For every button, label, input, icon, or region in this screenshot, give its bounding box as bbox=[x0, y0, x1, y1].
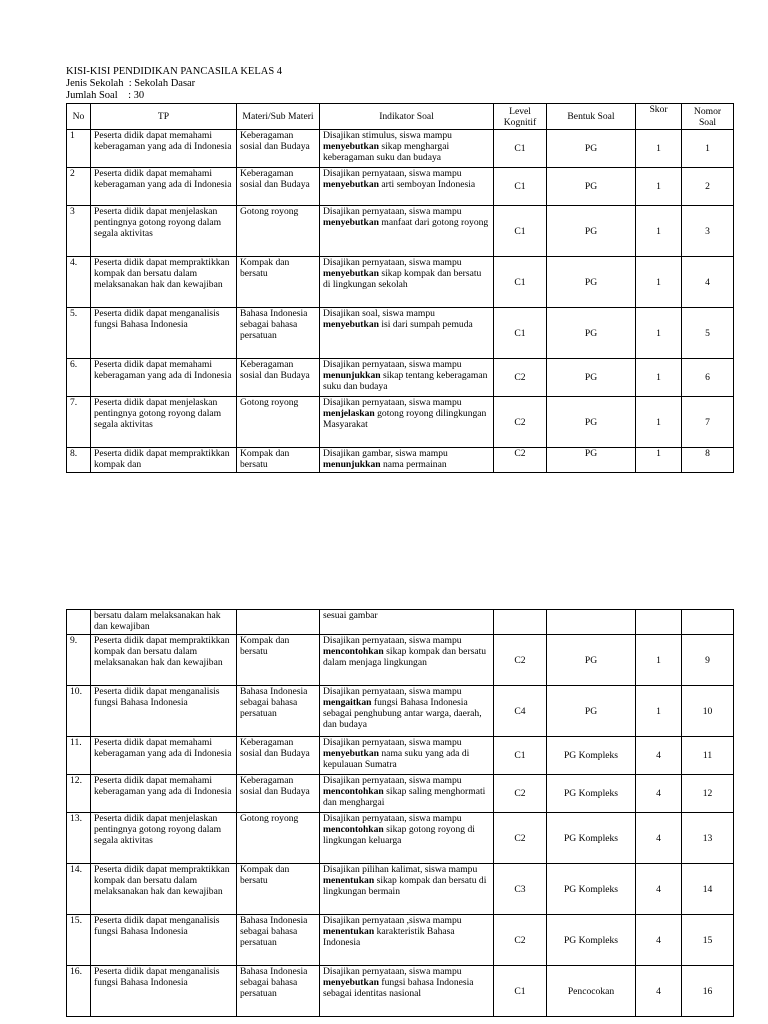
indikator-text-post: sikap gotong royong di lingkungan keluarga bbox=[323, 824, 475, 846]
cell-nomor: 2 bbox=[682, 168, 734, 206]
cell-no: 10. bbox=[67, 686, 91, 737]
cell-nomor: 13 bbox=[682, 813, 734, 864]
cell-level: C2 bbox=[494, 813, 547, 864]
cell-materi: Keberagaman sosial dan Budaya bbox=[237, 168, 320, 206]
cell-nomor: 16 bbox=[682, 966, 734, 1017]
table-row bbox=[67, 813, 734, 864]
cell-materi: Kompak dan bersatu bbox=[237, 864, 320, 915]
indikator-text-pre: Disajikan pernyataan, siswa mampu bbox=[323, 813, 462, 824]
cell-bentuk: PG Kompleks bbox=[547, 915, 636, 966]
cell-nomor: 15 bbox=[682, 915, 734, 966]
cell-level: C4 bbox=[494, 686, 547, 737]
cell-tp: Peserta didik dapat mempraktikkan kompak dan bersatu dalam melaksanakan hak dan kewajiban bbox=[91, 257, 237, 308]
indikator-text-post: nama permainan bbox=[380, 459, 447, 470]
indikator-keyword: menyebutkan bbox=[323, 179, 379, 190]
cell-no: 1 bbox=[67, 130, 91, 168]
indikator-keyword: menentukan bbox=[323, 926, 375, 937]
indikator-keyword: menyebutkan bbox=[323, 319, 379, 330]
indikator-keyword: menunjukkan bbox=[323, 370, 381, 381]
indikator-text-post: sikap menghargai keberagaman suku dan budaya bbox=[323, 141, 450, 163]
col-header-skor: Skor bbox=[636, 104, 682, 130]
cell-skor: 4 bbox=[636, 966, 682, 1017]
cell-no: 5. bbox=[67, 308, 91, 359]
cell-level: C1 bbox=[494, 257, 547, 308]
indikator-text-post: karakteristik Bahasa Indonesia bbox=[323, 926, 455, 948]
indikator-text-post: manfaat dari gotong royong bbox=[378, 217, 489, 228]
cell-bentuk: PG bbox=[547, 168, 636, 206]
cell-nomor: 6 bbox=[682, 359, 734, 397]
cell-materi: Bahasa Indonesia sebagai bahasa persatuan bbox=[237, 966, 320, 1017]
table-row bbox=[67, 966, 734, 1017]
cell-materi: Kompak dan bersatu bbox=[237, 257, 320, 308]
cell-level: C3 bbox=[494, 864, 547, 915]
indikator-text-pre: Disajikan pernyataan, siswa mampu bbox=[323, 635, 462, 646]
table-row bbox=[67, 130, 734, 168]
cell-skor: 1 bbox=[636, 130, 682, 168]
col-header-nomor: Nomor Soal bbox=[682, 104, 734, 130]
cell-indikator bbox=[320, 257, 494, 308]
cell-tp: Peserta didik dapat mempraktikkan kompak dan bersatu dalam melaksanakan hak dan kewajiban bbox=[91, 864, 237, 915]
cell-level: C2 bbox=[494, 775, 547, 813]
cell-tp: Peserta didik dapat menjelaskan pentingnya gotong royong dalam segala aktivitas bbox=[91, 813, 237, 864]
cell-skor: 4 bbox=[636, 775, 682, 813]
table-row bbox=[67, 635, 734, 686]
table-row bbox=[67, 359, 734, 397]
indikator-text-pre: Disajikan pernyataan, siswa mampu bbox=[323, 206, 462, 217]
cell-level: C1 bbox=[494, 130, 547, 168]
cell-tp: Peserta didik dapat mempraktikkan kompak dan bersatu dalam melaksanakan hak dan kewajiban bbox=[91, 635, 237, 686]
cell-materi: Bahasa Indonesia sebagai bahasa persatuan bbox=[237, 915, 320, 966]
table-row bbox=[67, 168, 734, 206]
cell-nomor: 4 bbox=[682, 257, 734, 308]
cell-tp: Peserta didik dapat menganalisis fungsi Bahasa Indonesia bbox=[91, 915, 237, 966]
table-row bbox=[67, 775, 734, 813]
cell-nomor: 1 bbox=[682, 130, 734, 168]
cell-bentuk: PG Kompleks bbox=[547, 737, 636, 775]
cell-no: 4. bbox=[67, 257, 91, 308]
cell-tp: Peserta didik dapat menganalisis fungsi Bahasa Indonesia bbox=[91, 686, 237, 737]
table-row bbox=[67, 915, 734, 966]
cell-no: 12. bbox=[67, 775, 91, 813]
indikator-text-pre: Disajikan gambar, siswa mampu bbox=[323, 448, 448, 459]
indikator-text-pre: Disajikan stimulus, siswa mampu bbox=[323, 130, 452, 141]
cell-bentuk: PG bbox=[547, 397, 636, 448]
grid-table-page-2 bbox=[66, 609, 734, 1017]
cell-indikator bbox=[320, 130, 494, 168]
indikator-text-post: sikap tentang keberagaman suku dan budaya bbox=[323, 370, 488, 392]
document-title: KISI-KISI PENDIDIKAN PANCASILA KELAS 4 bbox=[66, 66, 283, 77]
cell-tp: Peserta didik dapat memahami keberagaman yang ada di Indonesia bbox=[91, 168, 237, 206]
cell-bentuk: PG bbox=[547, 448, 636, 473]
table-row bbox=[67, 308, 734, 359]
continuation-row bbox=[67, 610, 734, 635]
indikator-keyword: menunjukkan bbox=[323, 459, 381, 470]
cell-tp: Peserta didik dapat mempraktikkan kompak dan bbox=[91, 448, 237, 473]
cell-tp: Peserta didik dapat memahami keberagaman yang ada di Indonesia bbox=[91, 130, 237, 168]
cell-materi: Kompak dan bersatu bbox=[237, 635, 320, 686]
cell-skor: 4 bbox=[636, 915, 682, 966]
cell-bentuk: PG bbox=[547, 359, 636, 397]
indikator-keyword: mencontohkan bbox=[323, 824, 384, 835]
indikator-text-post: isi dari sumpah pemuda bbox=[378, 319, 473, 330]
table-row bbox=[67, 448, 734, 473]
cell-bentuk: PG bbox=[547, 130, 636, 168]
cell-indikator bbox=[320, 206, 494, 257]
cell-nomor: 7 bbox=[682, 397, 734, 448]
cell-no: 8. bbox=[67, 448, 91, 473]
cell-indikator bbox=[320, 686, 494, 737]
cell-level: C1 bbox=[494, 308, 547, 359]
indikator-keyword: menjelaskan bbox=[323, 408, 375, 419]
indikator-text-post: fungsi Bahasa Indonesia sebagai penghubung antar warga, daerah, dan budaya bbox=[323, 697, 482, 730]
indikator-keyword: menyebutkan bbox=[323, 217, 379, 228]
cell-nomor: 8 bbox=[682, 448, 734, 473]
cell-materi: Keberagaman sosial dan Budaya bbox=[237, 737, 320, 775]
col-header-bentuk: Bentuk Soal bbox=[547, 104, 636, 130]
cell-bentuk: PG Kompleks bbox=[547, 864, 636, 915]
cell-skor: 4 bbox=[636, 737, 682, 775]
cell-tp: Peserta didik dapat memahami keberagaman yang ada di Indonesia bbox=[91, 359, 237, 397]
cell-indikator bbox=[320, 737, 494, 775]
cell-nomor: 12 bbox=[682, 775, 734, 813]
indikator-text-pre: Disajikan pernyataan, siswa mampu bbox=[323, 686, 462, 697]
cell-level: C1 bbox=[494, 206, 547, 257]
cell-indikator bbox=[320, 966, 494, 1017]
cell-skor: 1 bbox=[636, 635, 682, 686]
table-row bbox=[67, 257, 734, 308]
cell-bentuk: PG bbox=[547, 686, 636, 737]
indikator-text-pre: Disajikan soal, siswa mampu bbox=[323, 308, 435, 319]
indikator-text-pre: Disajikan pernyataan ,siswa mampu bbox=[323, 915, 462, 926]
indikator-keyword: menyebutkan bbox=[323, 748, 379, 759]
cell-bentuk: Pencocokan bbox=[547, 966, 636, 1017]
cell-indikator bbox=[320, 397, 494, 448]
cell-level: C1 bbox=[494, 966, 547, 1017]
cell-indikator bbox=[320, 168, 494, 206]
header-row bbox=[67, 104, 734, 130]
cell-level: C2 bbox=[494, 397, 547, 448]
cell-indikator bbox=[320, 448, 494, 473]
cell-indikator bbox=[320, 775, 494, 813]
cell-level: C1 bbox=[494, 168, 547, 206]
cell-no: 11. bbox=[67, 737, 91, 775]
table-row bbox=[67, 864, 734, 915]
indikator-text-pre: Disajikan pernyataan, siswa mampu bbox=[323, 168, 462, 179]
cell-skor: 1 bbox=[636, 397, 682, 448]
cell-bentuk: PG bbox=[547, 635, 636, 686]
indikator-text-post: arti semboyan Indonesia bbox=[378, 179, 476, 190]
cell-materi bbox=[237, 610, 320, 635]
indikator-text-pre: Disajikan pilihan kalimat, siswa mampu bbox=[323, 864, 478, 875]
indikator-text-post: sikap saling menghormati dan menghargai bbox=[323, 786, 486, 808]
cell-materi: Keberagaman sosial dan Budaya bbox=[237, 130, 320, 168]
indikator-text-pre: Disajikan pernyataan, siswa mampu bbox=[323, 257, 462, 268]
cell-materi: Bahasa Indonesia sebagai bahasa persatuan bbox=[237, 308, 320, 359]
cell-materi: Keberagaman sosial dan Budaya bbox=[237, 359, 320, 397]
cell-indikator bbox=[320, 308, 494, 359]
cell-materi: Bahasa Indonesia sebagai bahasa persatuan bbox=[237, 686, 320, 737]
indikator-text-post: fungsi bahasa Indonesia sebagai identitas nasional bbox=[323, 977, 474, 999]
cell-nomor: 14 bbox=[682, 864, 734, 915]
cell-skor: 1 bbox=[636, 448, 682, 473]
cell-indikator bbox=[320, 359, 494, 397]
cell-tp: Peserta didik dapat memahami keberagaman yang ada di Indonesia bbox=[91, 775, 237, 813]
indikator-keyword: mencontohkan bbox=[323, 786, 384, 797]
indikator-text-pre: Disajikan pernyataan, siswa mampu bbox=[323, 966, 462, 977]
cell-level: C2 bbox=[494, 448, 547, 473]
indikator-text-post: gotong royong dilingkungan Masyarakat bbox=[323, 408, 487, 430]
cell-level: C1 bbox=[494, 737, 547, 775]
school-type: Jenis Sekolah : Sekolah Dasar bbox=[66, 78, 196, 89]
indikator-text-pre: Disajikan pernyataan, siswa mampu bbox=[323, 775, 462, 786]
cell-indikator bbox=[320, 915, 494, 966]
indikator-text-post: sikap kompak dan bersatu di lingkungan sekolah bbox=[323, 268, 482, 290]
cell-skor: 1 bbox=[636, 359, 682, 397]
indikator-text-pre: Disajikan pernyataan, siswa mampu bbox=[323, 397, 462, 408]
cell-level bbox=[494, 610, 547, 635]
cell-tp: Peserta didik dapat menganalisis fungsi Bahasa Indonesia bbox=[91, 966, 237, 1017]
cell-nomor: 10 bbox=[682, 686, 734, 737]
table-row bbox=[67, 686, 734, 737]
col-header-no: No bbox=[67, 104, 91, 130]
table-row bbox=[67, 206, 734, 257]
indikator-keyword: menentukan bbox=[323, 875, 375, 886]
indikator-keyword: menyebutkan bbox=[323, 977, 379, 988]
cell-skor: 1 bbox=[636, 308, 682, 359]
cell-materi: Kompak dan bersatu bbox=[237, 448, 320, 473]
cell-indikator: sesuai gambar bbox=[320, 610, 494, 635]
indikator-text-post: sikap kompak dan bersatu di lingkungan bermain bbox=[323, 875, 487, 897]
cell-tp: Peserta didik dapat menjelaskan pentingnya gotong royong dalam segala aktivitas bbox=[91, 397, 237, 448]
indikator-keyword: mencontohkan bbox=[323, 646, 384, 657]
grid-table-page-1 bbox=[66, 103, 734, 473]
cell-materi: Keberagaman sosial dan Budaya bbox=[237, 775, 320, 813]
cell-no bbox=[67, 610, 91, 635]
cell-nomor: 5 bbox=[682, 308, 734, 359]
cell-tp: Peserta didik dapat menjelaskan pentingnya gotong royong dalam segala aktivitas bbox=[91, 206, 237, 257]
cell-no: 13. bbox=[67, 813, 91, 864]
cell-level: C2 bbox=[494, 359, 547, 397]
col-header-tp: TP bbox=[91, 104, 237, 130]
indikator-text-pre: Disajikan pernyataan, siswa mampu bbox=[323, 737, 462, 748]
table-row bbox=[67, 397, 734, 448]
cell-bentuk: PG bbox=[547, 206, 636, 257]
indikator-text-post: sikap kompak dan bersatu dalam menjaga lingkungan bbox=[323, 646, 487, 668]
indikator-keyword: mengaitkan bbox=[323, 697, 372, 708]
cell-materi: Gotong royong bbox=[237, 813, 320, 864]
cell-indikator bbox=[320, 864, 494, 915]
cell-nomor: 3 bbox=[682, 206, 734, 257]
col-header-materi: Materi/Sub Materi bbox=[237, 104, 320, 130]
cell-level: C2 bbox=[494, 915, 547, 966]
cell-no: 15. bbox=[67, 915, 91, 966]
question-count: Jumlah Soal : 30 bbox=[66, 90, 145, 101]
indikator-text-pre: Disajikan pernyataan, siswa mampu bbox=[323, 359, 462, 370]
cell-bentuk: PG bbox=[547, 257, 636, 308]
indikator-text-post: nama suku yang ada di kepulauan Sumatra bbox=[323, 748, 470, 770]
cell-tp: bersatu dalam melaksanakan hak dan kewajiban bbox=[91, 610, 237, 635]
cell-indikator bbox=[320, 813, 494, 864]
cell-skor bbox=[636, 610, 682, 635]
indikator-keyword: menyebutkan bbox=[323, 141, 379, 152]
cell-skor: 1 bbox=[636, 168, 682, 206]
cell-materi: Gotong royong bbox=[237, 397, 320, 448]
document-header bbox=[66, 66, 282, 102]
cell-skor: 1 bbox=[636, 206, 682, 257]
cell-skor: 1 bbox=[636, 257, 682, 308]
cell-no: 7. bbox=[67, 397, 91, 448]
cell-skor: 4 bbox=[636, 864, 682, 915]
cell-indikator bbox=[320, 635, 494, 686]
cell-no: 9. bbox=[67, 635, 91, 686]
cell-no: 2 bbox=[67, 168, 91, 206]
cell-tp: Peserta didik dapat menganalisis fungsi Bahasa Indonesia bbox=[91, 308, 237, 359]
col-header-indikator: Indikator Soal bbox=[320, 104, 494, 130]
cell-skor: 4 bbox=[636, 813, 682, 864]
cell-no: 16. bbox=[67, 966, 91, 1017]
cell-nomor: 11 bbox=[682, 737, 734, 775]
cell-bentuk: PG Kompleks bbox=[547, 813, 636, 864]
cell-no: 3 bbox=[67, 206, 91, 257]
cell-no: 14. bbox=[67, 864, 91, 915]
cell-nomor bbox=[682, 610, 734, 635]
cell-bentuk: PG Kompleks bbox=[547, 775, 636, 813]
cell-skor: 1 bbox=[636, 686, 682, 737]
cell-bentuk bbox=[547, 610, 636, 635]
cell-tp: Peserta didik dapat memahami keberagaman yang ada di Indonesia bbox=[91, 737, 237, 775]
col-header-level: Level Kognitif bbox=[494, 104, 547, 130]
indikator-keyword: menyebutkan bbox=[323, 268, 379, 279]
cell-materi: Gotong royong bbox=[237, 206, 320, 257]
cell-nomor: 9 bbox=[682, 635, 734, 686]
cell-level: C2 bbox=[494, 635, 547, 686]
table-row bbox=[67, 737, 734, 775]
cell-no: 6. bbox=[67, 359, 91, 397]
cell-bentuk: PG bbox=[547, 308, 636, 359]
